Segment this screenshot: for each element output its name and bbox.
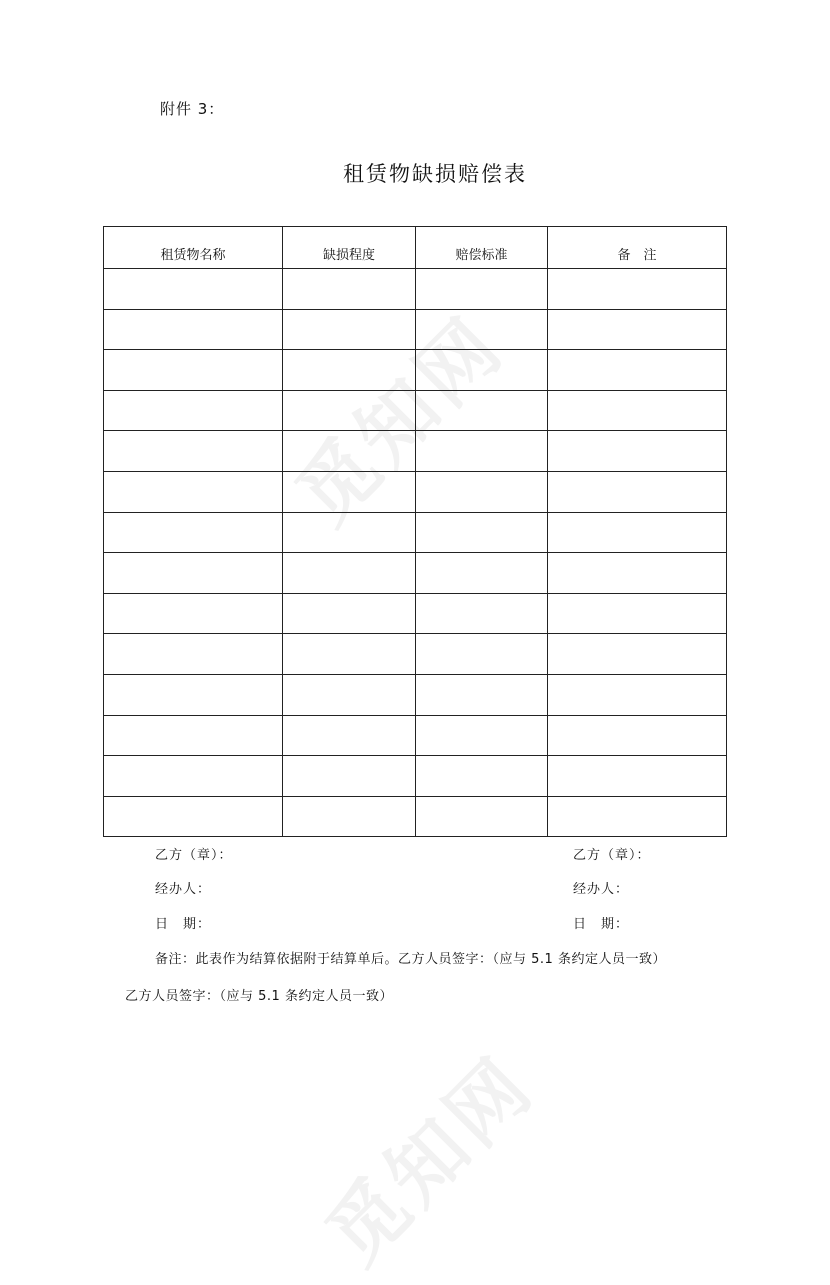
table-row <box>104 431 727 472</box>
right-handler-label: 经办人： <box>573 882 630 897</box>
table-row <box>104 269 727 310</box>
table-cell[interactable] <box>416 309 548 350</box>
table-cell[interactable] <box>283 796 416 837</box>
table-row <box>104 309 727 350</box>
header-compensation-standard: 赔偿标准 <box>416 227 548 269</box>
table-cell[interactable] <box>104 796 283 837</box>
table-cell[interactable] <box>283 674 416 715</box>
table-cell[interactable] <box>104 553 283 594</box>
table-row <box>104 471 727 512</box>
table-cell[interactable] <box>548 390 727 431</box>
table-cell[interactable] <box>548 512 727 553</box>
table-cell[interactable] <box>548 309 727 350</box>
table-cell[interactable] <box>548 715 727 756</box>
table-row <box>104 674 727 715</box>
header-item-name: 租赁物名称 <box>104 227 283 269</box>
table-row <box>104 512 727 553</box>
table-cell[interactable] <box>548 471 727 512</box>
table-cell[interactable] <box>104 390 283 431</box>
note-line-2: 乙方人员签字：（应与 5.1 条约定人员一致） <box>125 989 393 1004</box>
table-cell[interactable] <box>283 553 416 594</box>
table-header-row <box>104 227 727 269</box>
table-row <box>104 553 727 594</box>
table-cell[interactable] <box>104 350 283 391</box>
table-row <box>104 796 727 837</box>
table-cell[interactable] <box>104 309 283 350</box>
table-cell[interactable] <box>283 634 416 675</box>
table-cell[interactable] <box>416 512 548 553</box>
table-cell[interactable] <box>104 715 283 756</box>
left-handler-label: 经办人： <box>155 882 212 897</box>
table-cell[interactable] <box>416 715 548 756</box>
table-cell[interactable] <box>416 634 548 675</box>
table-cell[interactable] <box>416 674 548 715</box>
table-cell[interactable] <box>416 431 548 472</box>
table-cell[interactable] <box>104 269 283 310</box>
table-cell[interactable] <box>548 634 727 675</box>
table-cell[interactable] <box>104 431 283 472</box>
left-date-label: 日 期： <box>155 917 212 932</box>
table-body <box>104 269 727 837</box>
compensation-table <box>103 226 727 837</box>
table-cell[interactable] <box>548 674 727 715</box>
note-line-1: 备注：此表作为结算依据附于结算单后。乙方人员签字：（应与 5.1 条约定人员一致） <box>155 952 666 967</box>
table-cell[interactable] <box>416 269 548 310</box>
table-cell[interactable] <box>104 634 283 675</box>
table-cell[interactable] <box>416 796 548 837</box>
table-cell[interactable] <box>416 471 548 512</box>
table-cell[interactable] <box>283 269 416 310</box>
right-date-label: 日 期： <box>573 917 630 932</box>
table-cell[interactable] <box>548 756 727 797</box>
table-cell[interactable] <box>283 756 416 797</box>
table-cell[interactable] <box>283 309 416 350</box>
table-row <box>104 350 727 391</box>
table-cell[interactable] <box>416 553 548 594</box>
table-row <box>104 715 727 756</box>
table-cell[interactable] <box>416 350 548 391</box>
table-cell[interactable] <box>548 431 727 472</box>
watermark-bottom: 觅知网 <box>310 1040 552 1282</box>
table-cell[interactable] <box>283 471 416 512</box>
header-damage-degree: 缺损程度 <box>283 227 416 269</box>
table-cell[interactable] <box>283 715 416 756</box>
table-cell[interactable] <box>283 593 416 634</box>
table-row <box>104 634 727 675</box>
table-cell[interactable] <box>548 593 727 634</box>
table-cell[interactable] <box>104 471 283 512</box>
table-cell[interactable] <box>104 593 283 634</box>
table-cell[interactable] <box>548 269 727 310</box>
table-row <box>104 593 727 634</box>
table-cell[interactable] <box>416 593 548 634</box>
table-row <box>104 756 727 797</box>
table-cell[interactable] <box>548 796 727 837</box>
table-cell[interactable] <box>548 553 727 594</box>
table-cell[interactable] <box>283 431 416 472</box>
table-cell[interactable] <box>283 512 416 553</box>
table-cell[interactable] <box>104 756 283 797</box>
table-row <box>104 390 727 431</box>
table-cell[interactable] <box>104 674 283 715</box>
table-cell[interactable] <box>416 756 548 797</box>
table-cell[interactable] <box>548 350 727 391</box>
page-title: 租赁物缺损赔偿表 <box>343 162 527 186</box>
left-party-seal-label: 乙方（章）： <box>155 848 233 863</box>
watermark: 觅知网 <box>280 300 522 542</box>
header-remarks: 备 注 <box>548 227 727 269</box>
table-cell[interactable] <box>416 390 548 431</box>
right-party-seal-label: 乙方（章）： <box>573 848 651 863</box>
attachment-label: 附件 3： <box>160 100 225 118</box>
table-cell[interactable] <box>104 512 283 553</box>
table-cell[interactable] <box>283 350 416 391</box>
table-cell[interactable] <box>283 390 416 431</box>
